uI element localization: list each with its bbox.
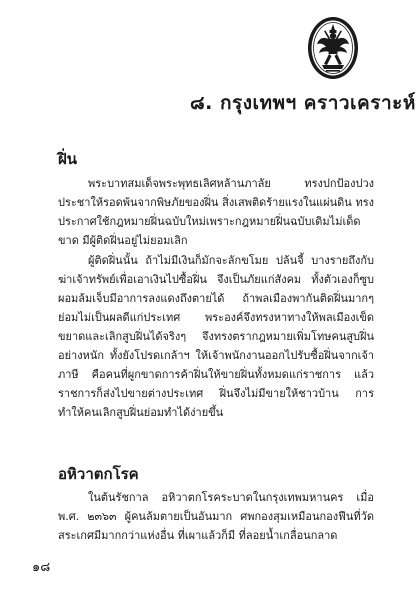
garuda-emblem-icon (307, 16, 359, 80)
section-heading-cholera: อหิวาตกโรค (58, 465, 139, 483)
paragraph: พระบาทสมเด็จพระพุทธเลิศหล้านภาลัย ทรงปกป้องปวงประชาให้รอดพ้นจากพิษภัยของฝิ่น สิ่งเสพติดร้ายแรงในแผ่นดิน ทรงประกาศใช้กฎหมายฝิ่นฉบับใหม่เพราะกฎหมายฝิ่นฉบับเดิมไม่เด็ดขาด มีผู้ติดฝิ่นอยู่ไม่ยอมเลิก (58, 177, 374, 247)
paragraph: ในต้นรัชกาล อหิวาตกโรคระบาดในกรุงเทพมหานคร เมื่อ พ.ศ. ๒๓๖๓ ผู้คนล้มตายเป็นอันมาก ศพกองสุมเหมือนกองฟืนที่วัดสระเกศมีมากกว่าแห่งอื่น ที่เผาแล้วก็มี ที่ลอยน้ำเกลื่อนกลาด (58, 491, 374, 542)
section-heading-opium: ฝิ่น (58, 150, 78, 168)
paragraph: ผู้ติดฝิ่นนั้น ถ้าไม่มีเงินก็มักจะลักขโมย ปล้นจี้ บางรายถึงกับฆ่าเจ้าทรัพย์เพื่อเอาเงินไปซื้อฝิ่น จึงเป็นภัยแก่สังคม ทั้งตัวเองก็ซูบผอมล้มเจ็บมีอาการลงแดงถึงตายได้ ถ้าพลเมืองพากันติดฝิ่นมากๆ ย่อมไม่เป็นผลดีแก่ประเทศ พระองค์จึงทรงหาทางให้พลเมืองเข็ดขยาดและเลิกสูบฝิ่นได้จริงๆ จึงทรงตรากฎหมายเพิ่มโทษคนสูบฝิ่นอย่างหนัก ทั้งยังโปรดเกล้าฯ ให้เจ้าพนักงานออกไปรับซื้อฝิ่นจากเจ้าภาษี คือคนที่ผูกขาดการค้าฝิ่นให้ขายฝิ่นทั้งหมดแก่ราชการ แล้วราชการก็ส่งไปขายต่างประเทศ ฝิ่นจึงไม่มีขายให้ชาวบ้าน การทำให้คนเลิกสูบฝิ่นย่อมทำได้ง่ายขึ้น (58, 254, 374, 419)
chapter-title: ๘. กรุงเทพฯ คราวเคราะห์ (190, 92, 416, 114)
page-number: ๑๘ (32, 560, 51, 575)
